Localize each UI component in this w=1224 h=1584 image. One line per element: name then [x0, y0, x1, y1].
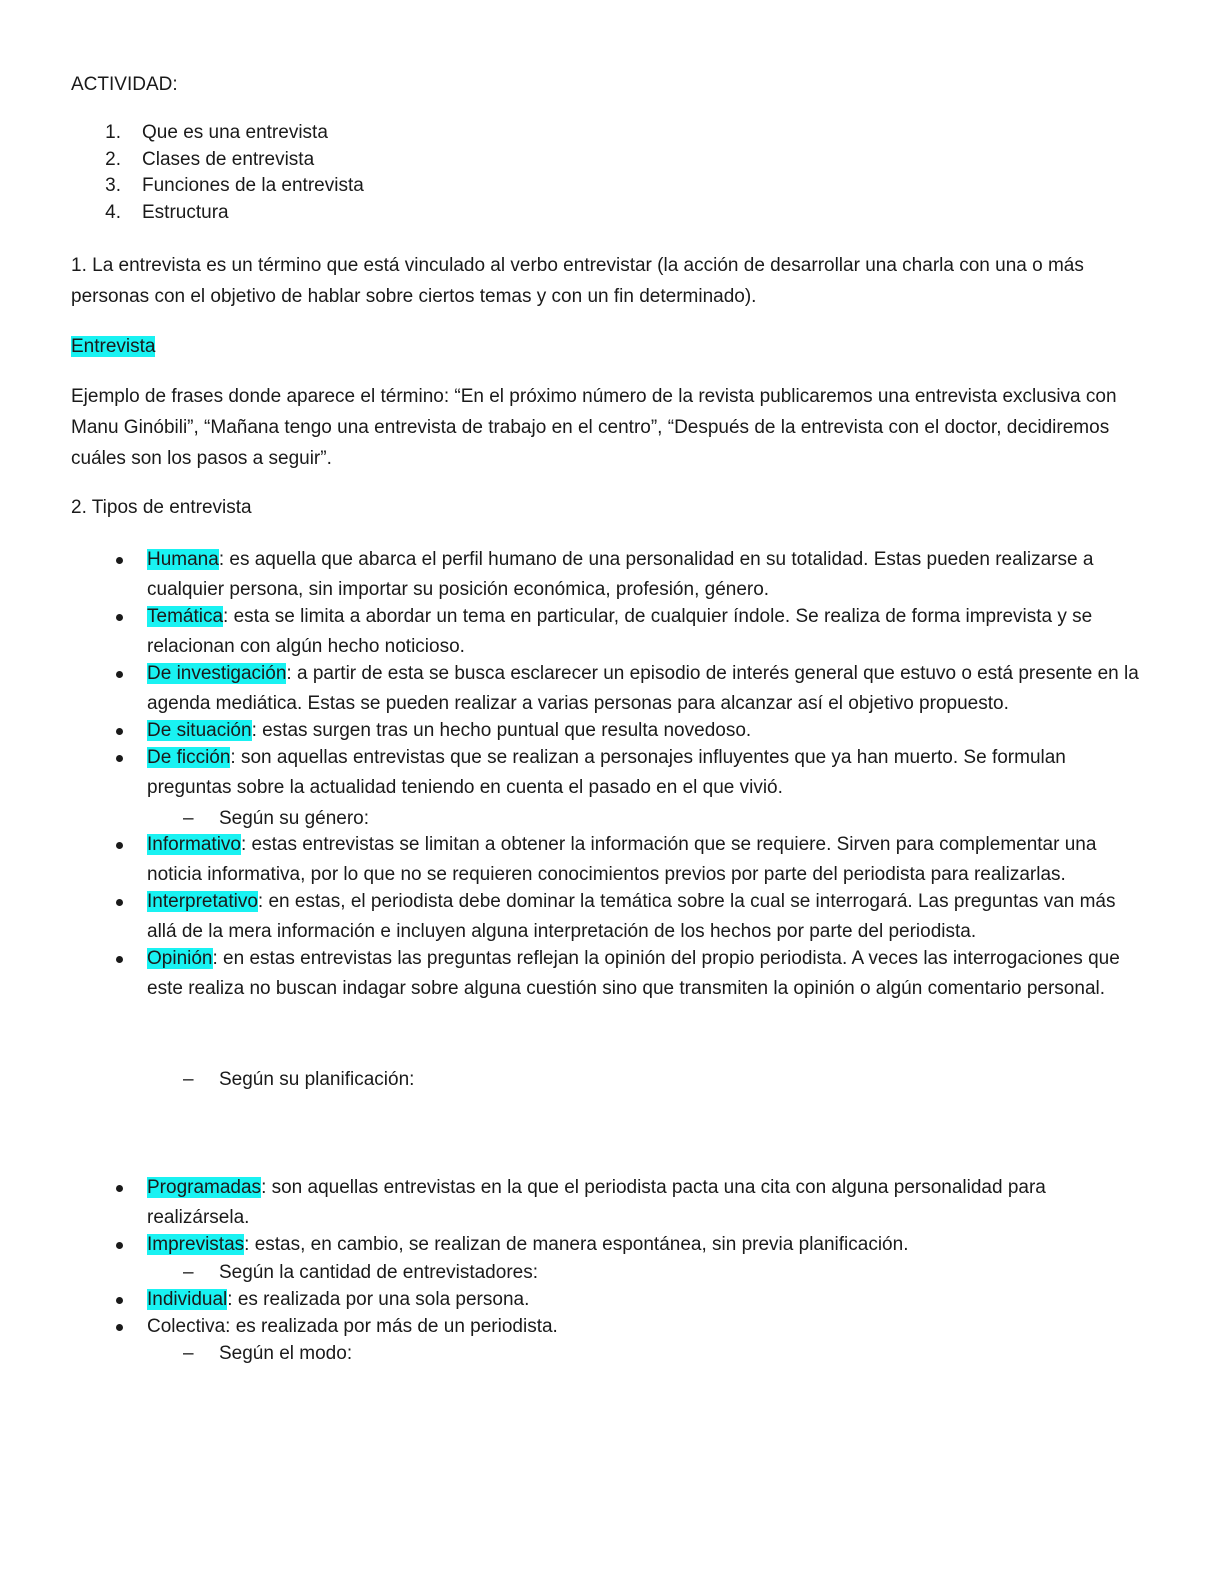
bullet-icon — [110, 887, 147, 947]
dash-icon: – — [183, 1343, 194, 1364]
list-item — [110, 1230, 1150, 1260]
list-item — [110, 830, 1150, 890]
item-number: 3. — [105, 175, 121, 197]
dash-icon: – — [183, 808, 194, 829]
description: : son aquellas entrevistas en la que el periodista pacta una cita con alguna personalidad para realizársela. — [147, 1177, 1046, 1228]
description: : a partir de esta se busca esclarecer un episodio de interés general que estuvo o está presente en la agenda mediática. Estas se pueden realizar a varias personas para alcanzar así el objetivo propuesto. — [147, 663, 1139, 714]
types-list — [110, 545, 1150, 803]
dash-icon: – — [183, 1262, 194, 1283]
description: : en estas entrevistas las preguntas reflejan la opinión del propio periodista. A veces las interrogaciones que este realiza no buscan indagar sobre alguna cuestión sino que transmiten la opinión o algún comentario personal. — [147, 948, 1120, 999]
item-text: Que es una entrevista — [142, 122, 328, 143]
list-item — [110, 1312, 1150, 1342]
examples-paragraph: Ejemplo de frases donde aparece el término: “En el próximo número de la revista publicaremos una entrevista exclusiva con Manu Ginóbili”, “Mañana tengo una entrevista de trabajo en el centro”, “Después de la entrevista con el doctor, decidiremos cuáles son los pasos a seguir”. — [71, 386, 1117, 469]
sub-heading-text: Según su planificación: — [219, 1069, 415, 1090]
item-number: 2. — [105, 148, 121, 170]
list-item — [71, 200, 971, 227]
bullet-icon — [110, 1285, 147, 1315]
item-number: 4. — [105, 202, 121, 224]
list-item — [110, 944, 1150, 1004]
term: De situación — [147, 720, 252, 741]
term: Informativo — [147, 834, 241, 855]
activity-title: ACTIVIDAD: — [71, 74, 178, 95]
term: Individual — [147, 1289, 228, 1310]
description: : en estas, el periodista debe dominar la temática sobre la cual se interrogará. Las preguntas van más allá de la mera información e incluyen alguna interpretación de los hechos por parte del periodista. — [147, 891, 1116, 942]
list-item — [110, 659, 1150, 719]
description: : esta se limita a abordar un tema en particular, de cualquier índole. Se realiza de forma imprevista y se relacionan con algún hecho noticioso. — [147, 606, 1093, 657]
quantity-list — [110, 1285, 1150, 1342]
topic-list — [71, 120, 971, 227]
bullet-icon — [110, 602, 147, 662]
sub-heading — [183, 1258, 538, 1288]
bullet-icon — [110, 1230, 147, 1260]
list-item — [110, 1285, 1150, 1315]
types-heading: 2. Tipos de entrevista — [71, 497, 252, 518]
term: Humana — [147, 549, 219, 570]
description: Colectiva: es realizada por más de un periodista. — [147, 1316, 558, 1337]
term: Programadas — [147, 1177, 262, 1198]
term: Temática — [147, 606, 224, 627]
sub-heading — [183, 1065, 414, 1095]
genre-list — [110, 830, 1150, 1004]
bullet-icon — [110, 716, 147, 746]
term: Interpretativo — [147, 891, 258, 912]
dash-icon: – — [183, 1069, 194, 1090]
description: : estas, en cambio, se realizan de manera espontánea, sin previa planificación. — [244, 1234, 909, 1255]
item-text: Clases de entrevista — [142, 148, 315, 170]
sub-heading-text: Según el modo: — [219, 1343, 353, 1364]
list-item — [71, 173, 971, 200]
list-item — [110, 743, 1150, 803]
list-item — [110, 602, 1150, 662]
item-number: 1. — [105, 122, 121, 143]
bullet-icon — [110, 830, 147, 890]
bullet-icon — [110, 1173, 147, 1233]
item-text: Funciones de la entrevista — [142, 175, 364, 197]
bullet-icon — [110, 545, 147, 605]
list-item — [71, 147, 971, 174]
term: De investigación — [147, 663, 287, 684]
bullet-icon — [110, 1312, 147, 1342]
item-text: Estructura — [142, 202, 229, 224]
description: : estas surgen tras un hecho puntual que resulta novedoso. — [251, 720, 752, 741]
bullet-icon — [110, 944, 147, 1004]
term: Opinión — [147, 948, 213, 969]
definition-paragraph: 1. La entrevista es un término que está vinculado al verbo entrevistar (la acción de desarrollar una charla con una o más personas con el objetivo de hablar sobre ciertos temas y con un fin determinado). — [71, 255, 1084, 307]
bullet-icon — [110, 659, 147, 719]
list-item — [110, 545, 1150, 605]
description: : es realizada por una sola persona. — [227, 1289, 530, 1310]
list-item — [71, 120, 971, 147]
description: : estas entrevistas se limitan a obtener la información que se requiere. Sirven para complementar una noticia informativa, por lo que no se requieren conocimientos previos por parte del periodista para realizarlas. — [147, 834, 1097, 885]
description: : son aquellas entrevistas que se realizan a personajes influyentes que ya han muerto. Se formulan preguntas sobre la actualidad teniendo en cuenta el pasado en el que vivió. — [147, 747, 1066, 798]
planning-list — [110, 1173, 1150, 1260]
highlighted-word: Entrevista — [71, 336, 156, 357]
term: Imprevistas — [147, 1234, 245, 1255]
list-item — [110, 887, 1150, 947]
bullet-icon — [110, 743, 147, 803]
highlight-heading — [71, 332, 155, 362]
term: De ficción — [147, 747, 231, 768]
description: : es aquella que abarca el perfil humano de una personalidad en su totalidad. Estas pueden realizarse a cualquier persona, sin importar su posición económica, profesión, género. — [147, 549, 1094, 600]
list-item — [110, 716, 1150, 746]
sub-heading-text: Según la cantidad de entrevistadores: — [219, 1262, 538, 1283]
list-item — [110, 1173, 1150, 1233]
sub-heading — [183, 1339, 352, 1369]
sub-heading-text: Según su género: — [219, 808, 370, 829]
